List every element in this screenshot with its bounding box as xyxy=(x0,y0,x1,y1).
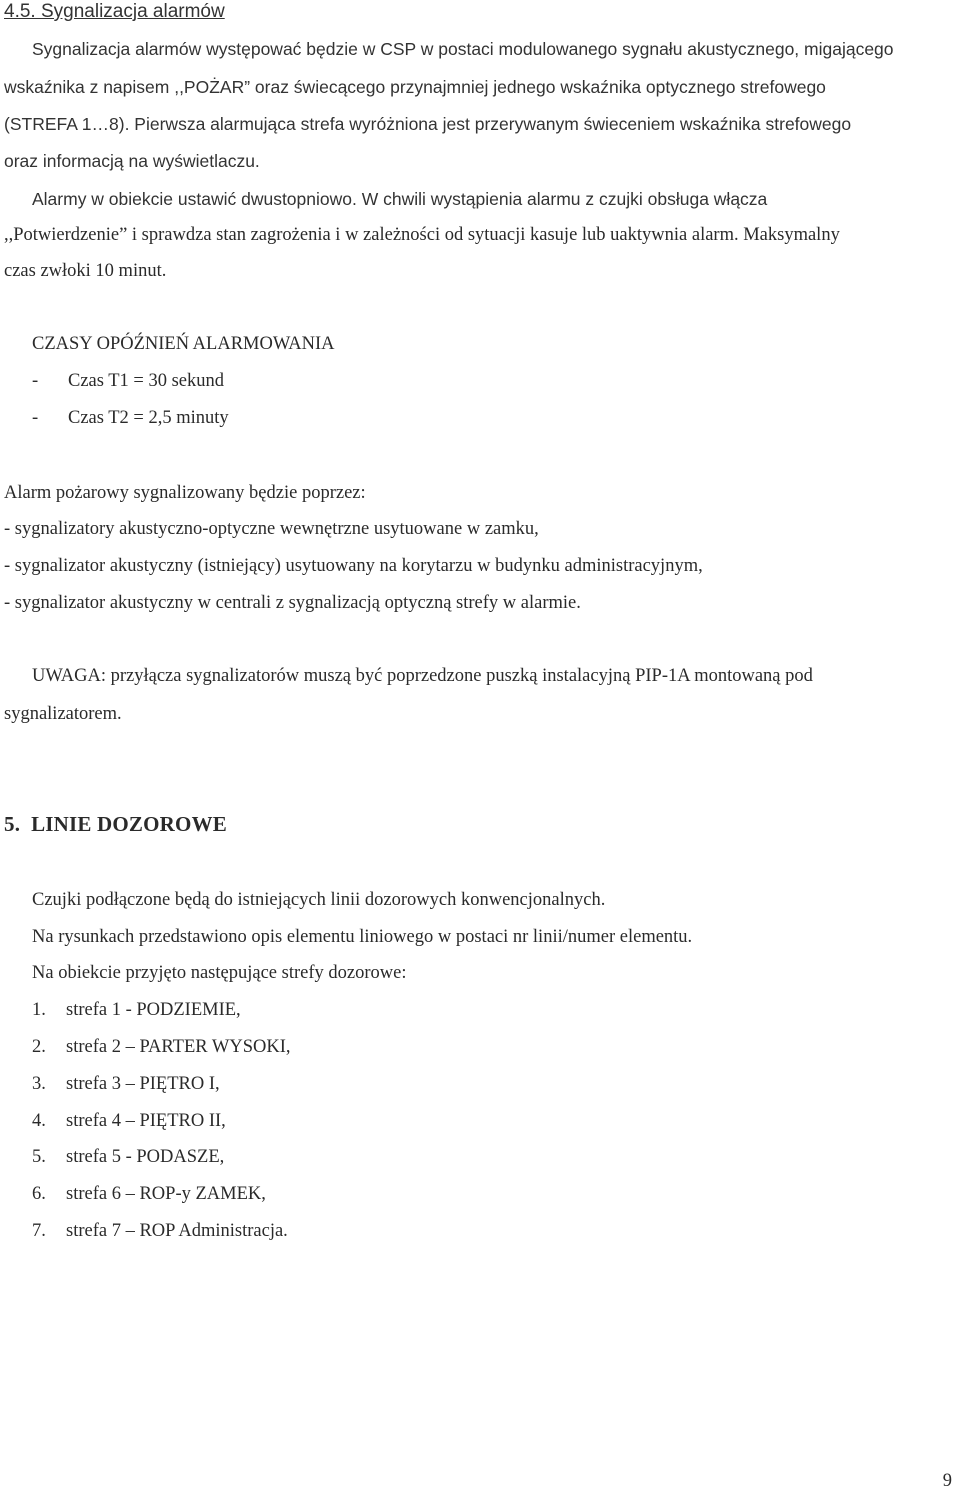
delay-item-text: Czas T1 = 30 sekund xyxy=(68,371,225,391)
section5-title: LINIE DOZOROWE xyxy=(31,812,227,836)
zone-list-item xyxy=(32,1073,220,1095)
delay-item-dash: - xyxy=(32,371,39,391)
delay-item xyxy=(32,407,229,429)
zone-number: 1. xyxy=(32,1000,46,1020)
zone-text: strefa 1 - PODZIEMIE, xyxy=(66,1000,241,1020)
section5-line: Na obiekcie przyjęto następujące strefy dozorowe: xyxy=(32,963,407,983)
zone-list-item xyxy=(32,999,241,1021)
zone-number: 3. xyxy=(32,1074,46,1094)
paragraph2-line3: czas zwłoki 10 minut. xyxy=(4,261,167,281)
zone-text: strefa 7 – ROP Administracja. xyxy=(66,1221,288,1241)
zone-list-item xyxy=(32,1110,226,1132)
zone-text: strefa 3 – PIĘTRO I, xyxy=(66,1074,220,1094)
alarm-signaling-item: - sygnalizatory akustyczno-optyczne wewnętrzne usytuowane w zamku, xyxy=(4,519,539,539)
zone-text: strefa 2 – PARTER WYSOKI, xyxy=(66,1037,291,1057)
zone-number: 6. xyxy=(32,1184,46,1204)
paragraph2-line2: ,,Potwierdzenie” i sprawdza stan zagrożenia i w zależności od sytuacji kasuje lub uaktywnia alarm. Maksymalny xyxy=(4,225,840,245)
zone-list-item xyxy=(32,1146,224,1168)
alarm-signaling-intro: Alarm pożarowy sygnalizowany będzie poprzez: xyxy=(4,483,366,503)
delay-item-text: Czas T2 = 2,5 minuty xyxy=(68,408,229,428)
alarm-signaling-item: - sygnalizator akustyczny w centrali z sygnalizacją optyczną strefy w alarmie. xyxy=(4,593,581,613)
section5-number: 5. xyxy=(4,812,21,836)
note-line2: sygnalizatorem. xyxy=(4,704,122,724)
zone-number: 5. xyxy=(32,1147,46,1167)
zone-text: strefa 4 – PIĘTRO II, xyxy=(66,1111,226,1131)
section5-line: Na rysunkach przedstawiono opis elementu liniowego w postaci nr linii/numer elementu. xyxy=(32,927,693,947)
zone-list-item xyxy=(32,1036,290,1058)
paragraph1-line2: wskaźnika z napisem ,,POŻAR” oraz świecącego przynajmniej jednego wskaźnika optycznego strefowego xyxy=(4,77,826,97)
zone-text: strefa 5 - PODASZE, xyxy=(66,1147,225,1167)
delays-heading: CZASY OPÓŹNIEŃ ALARMOWANIA xyxy=(32,334,335,354)
zone-text: strefa 6 – ROP-y ZAMEK, xyxy=(66,1184,266,1204)
zone-number: 4. xyxy=(32,1111,46,1131)
paragraph1-line3: (STREFA 1…8). Pierwsza alarmująca strefa wyróżniona jest przerywanym świeceniem wskaźnika strefowego xyxy=(4,114,852,134)
zone-number: 7. xyxy=(32,1221,46,1241)
zone-list-item xyxy=(32,1183,266,1205)
paragraph1-line4: oraz informacją na wyświetlaczu. xyxy=(4,151,260,171)
note-line1: UWAGA: przyłącza sygnalizatorów muszą być poprzedzone puszką instalacyjną PIP-1A montowaną pod xyxy=(32,666,813,686)
paragraph1-line1: Sygnalizacja alarmów występować będzie w CSP w postaci modulowanego sygnału akustycznego, migającego xyxy=(32,39,894,59)
section5-heading xyxy=(4,813,227,835)
delay-item xyxy=(32,370,224,392)
section5-line: Czujki podłączone będą do istniejących linii dozorowych konwencjonalnych. xyxy=(32,890,606,910)
delay-item-dash: - xyxy=(32,408,39,428)
page-number: 9 xyxy=(942,1471,952,1491)
alarm-signaling-item: - sygnalizator akustyczny (istniejący) usytuowany na korytarzu w budynku administracyjnym, xyxy=(4,556,703,576)
zone-number: 2. xyxy=(32,1037,46,1057)
zone-list-item xyxy=(32,1220,288,1242)
section-heading: 4.5. Sygnalizacja alarmów xyxy=(4,1,225,22)
paragraph2-line1: Alarmy w obiekcie ustawić dwustopniowo. W chwili wystąpienia alarmu z czujki obsługa włącza xyxy=(32,189,768,209)
